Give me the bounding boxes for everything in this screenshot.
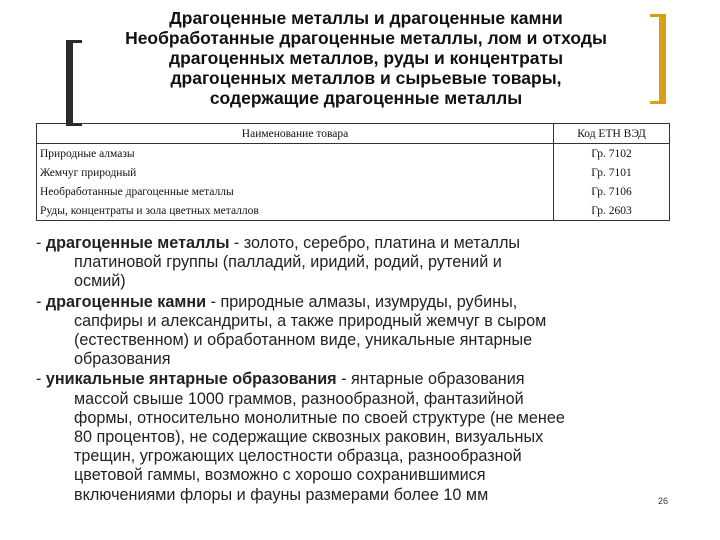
bullet-dash: -	[36, 292, 46, 311]
table-row	[37, 201, 670, 221]
cell-code: Гр. 7101	[554, 163, 670, 182]
cell-code: Гр. 7106	[554, 182, 670, 201]
definition-line: формы, относительно монолитные по своей структуре (не менее	[74, 408, 565, 427]
definition-first-line	[36, 370, 676, 389]
cell-code: Гр. 2603	[554, 201, 670, 221]
cell-name: Природные алмазы	[37, 144, 554, 164]
left-bracket-decoration	[66, 40, 82, 126]
definition-line: включениями флоры и фауны размерами более 10 мм	[74, 485, 489, 504]
cell-name: Необработанные драгоценные металлы	[37, 182, 554, 201]
title-line: Драгоценные металлы и драгоценные камни	[169, 8, 563, 28]
cell-code: Гр. 7102	[554, 144, 670, 164]
definition-text: - золото, серебро, платина и металлы	[229, 234, 521, 252]
definition-paragraph	[36, 234, 676, 292]
definition-paragraph	[36, 370, 676, 504]
table-header-row	[37, 124, 670, 144]
definition-line: массой свыше 1000 граммов, разнообразной, фантазийной	[74, 389, 524, 408]
slide-title	[90, 8, 642, 108]
title-line: драгоценных металлов, руды и концентраты	[168, 48, 564, 68]
definition-line: трещин, угрожающих целостности образца, разнообразной	[74, 447, 522, 466]
table-row	[37, 163, 670, 182]
table-row	[37, 182, 670, 201]
cell-name: Руды, концентраты и зола цветных металлов	[37, 201, 554, 221]
definition-line: сапфиры и александриты, а также природный жемчуг в сыром	[74, 311, 547, 330]
bullet-dash: -	[36, 234, 46, 252]
definition-first-line	[36, 234, 676, 253]
right-bracket-decoration	[650, 14, 666, 104]
definition-line: 80 процентов), не содержащие сквозных раковин, визуальных	[74, 428, 544, 447]
definition-line: образования	[74, 350, 171, 369]
definition-text: - природные алмазы, изумруды, рубины,	[206, 292, 518, 311]
page-number: 26	[658, 496, 669, 506]
title-line: Необработанные драгоценные металлы, лом и отходы	[125, 28, 607, 48]
definition-line: платиновой группы (палладий, иридий, родий, рутений и	[74, 253, 502, 272]
definition-paragraph	[36, 293, 676, 370]
definition-term: драгоценные камни	[45, 292, 207, 311]
title-line: драгоценных металлов и сырьевые товары,	[170, 68, 562, 88]
definition-term: драгоценные металлы	[45, 234, 230, 252]
title-line: содержащие драгоценные металлы	[209, 88, 523, 108]
cell-name: Жемчуг природный	[37, 163, 554, 182]
definition-term: уникальные янтарные образования	[45, 370, 337, 389]
definition-line: (естественном) и обработанном виде, уникальные янтарные	[74, 331, 533, 350]
column-header-name: Наименование товара	[37, 124, 554, 144]
bullet-dash: -	[36, 370, 46, 389]
table-row	[37, 144, 670, 164]
definition-first-line	[36, 293, 676, 312]
column-header-code: Код ЕТН ВЭД	[554, 124, 670, 144]
definitions-body	[36, 234, 676, 506]
definition-line: осмий)	[74, 272, 126, 291]
definition-text: - янтарные образования	[336, 370, 525, 389]
definition-line: цветовой гаммы, возможно с хорошо сохранившимися	[74, 466, 486, 485]
goods-table	[36, 123, 670, 221]
